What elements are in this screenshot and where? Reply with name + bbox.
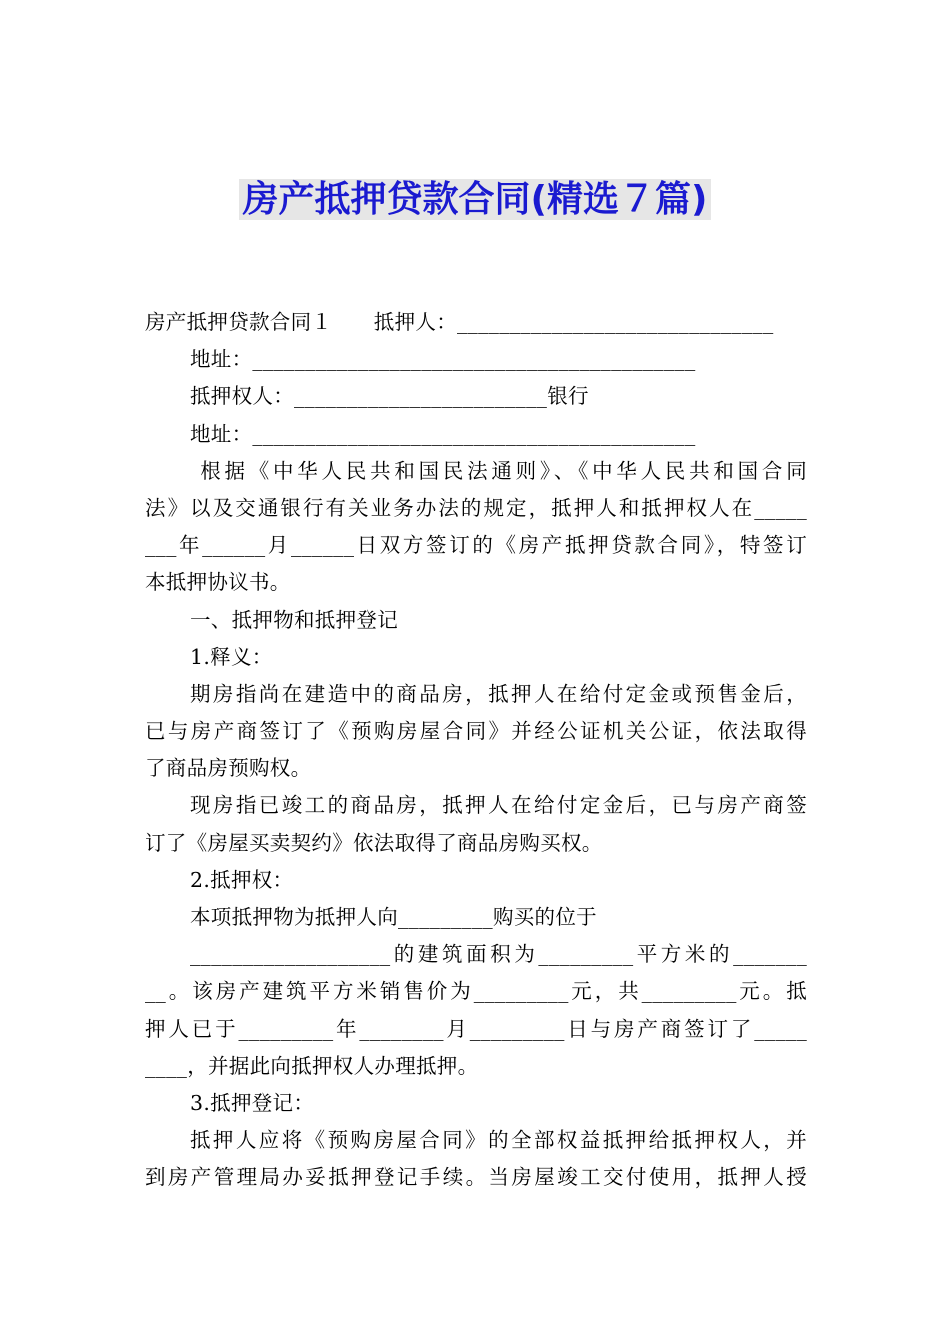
paragraph-line: 抵押权人：________________________银行 [190,384,589,409]
paragraph-line: 本项抵押物为抵押人向_________购买的位于 [190,905,597,929]
paragraph-line: 地址：__________________________________________ [190,347,696,372]
subsection-heading: 2.抵押权： [190,867,294,892]
paragraph-line: 抵押人应将《预购房屋合同》的全部权益抵押给抵押权人，并 [190,1128,807,1153]
paragraph-line: __。该房产建筑平方米销售价为_________元，共_________元。抵 [145,979,807,1004]
paragraph-line: 房产抵押贷款合同１ 抵押人：______________________________ [145,310,774,334]
paragraph-line: 地址：__________________________________________ [190,421,696,446]
paragraph-line: ___________________的建筑面积为_________平方米的_______ [190,942,807,967]
paragraph-line: 期房指尚在建造中的商品房，抵押人在给付定金或预售金后， [190,681,807,706]
paragraph-line: 押人已于_________年________月_________日与房产商签订了_____ [145,1016,807,1041]
document-title: 房产抵押贷款合同(精选７篇) [0,176,950,224]
paragraph-line: ____，并据此向抵押权人办理抵押。 [145,1053,479,1078]
subsection-heading: 3.抵押登记： [190,1090,315,1115]
document-body [145,304,807,1197]
paragraph-line: 现房指已竣工的商品房，抵押人在给付定金后，已与房产商签 [190,793,807,818]
paragraph-line: 法》以及交通银行有关业务办法的规定，抵押人和抵押权人在_____ [145,495,807,520]
paragraph-line: 已与房产商签订了《预购房屋合同》并经公证机关公证，依法取得 [145,719,807,744]
subsection-heading: 1.释义： [190,644,273,669]
paragraph-line: 根据《中华人民共和国民法通则》、《中华人民共和国合同 [190,458,807,483]
paragraph-line: 订了《房屋买卖契约》依法取得了商品房购买权。 [145,830,603,855]
paragraph-line: 本抵押协议书。 [145,570,291,595]
paragraph-line: 到房产管理局办妥抵押登记手续。当房屋竣工交付使用，抵押人授 [145,1165,807,1190]
paragraph-line: ___年______月______日双方签订的《房产抵押贷款合同》，特签订 [145,533,807,558]
section-heading: 一、抵押物和抵押登记 [190,607,398,632]
paragraph-line: 了商品房预购权。 [145,756,312,781]
